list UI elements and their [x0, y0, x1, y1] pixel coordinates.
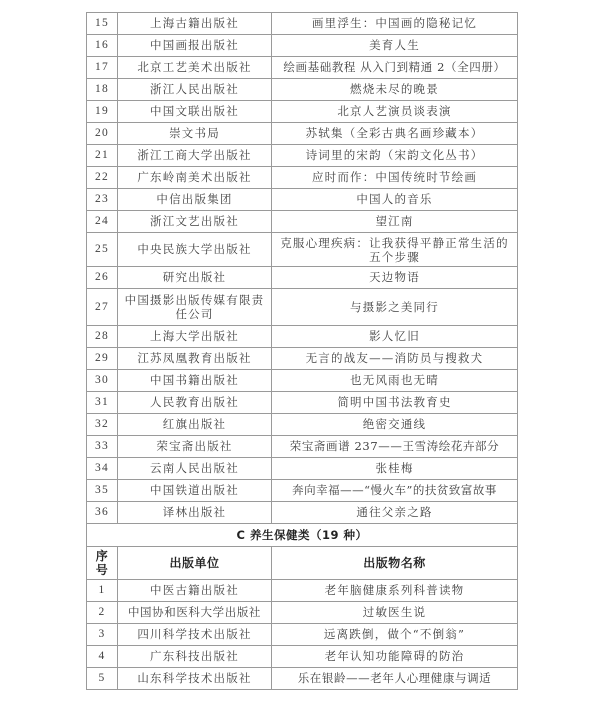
- publisher-cell: 广东科技出版社: [118, 646, 272, 668]
- row-number: 19: [87, 101, 118, 123]
- table-row: [87, 35, 518, 57]
- publisher-cell: 上海古籍出版社: [118, 13, 272, 35]
- row-number: 17: [87, 57, 118, 79]
- publisher-cell: 中央民族大学出版社: [118, 233, 272, 267]
- table-row: [87, 646, 518, 668]
- table-row: [87, 370, 518, 392]
- publisher-cell: 中国协和医科大学出版社: [118, 602, 272, 624]
- row-number: 4: [87, 646, 118, 668]
- row-number: 25: [87, 233, 118, 267]
- title-cell: 克服心理疾病：让我获得平静正常生活的五个步骤: [272, 233, 518, 267]
- title-cell: 望江南: [272, 211, 518, 233]
- title-cell: 张桂梅: [272, 458, 518, 480]
- title-cell: 无言的战友——消防员与搜救犬: [272, 348, 518, 370]
- table-row: [87, 502, 518, 524]
- title-cell: 老年脑健康系列科普读物: [272, 580, 518, 602]
- table-row: [87, 57, 518, 79]
- row-number: 3: [87, 624, 118, 646]
- row-number: 26: [87, 267, 118, 289]
- title-cell: 与摄影之美同行: [272, 289, 518, 326]
- row-number: 20: [87, 123, 118, 145]
- title-cell: 老年认知功能障碍的防治: [272, 646, 518, 668]
- publisher-cell: 崇文书局: [118, 123, 272, 145]
- row-number: 31: [87, 392, 118, 414]
- table-row: [87, 233, 518, 267]
- publisher-cell: 上海大学出版社: [118, 326, 272, 348]
- title-cell: 远离跌倒，做个“不倒翁”: [272, 624, 518, 646]
- title-cell: 简明中国书法教育史: [272, 392, 518, 414]
- publisher-cell: 浙江文艺出版社: [118, 211, 272, 233]
- table-row: [87, 414, 518, 436]
- table-row: [87, 211, 518, 233]
- row-number: 1: [87, 580, 118, 602]
- publisher-cell: 中医古籍出版社: [118, 580, 272, 602]
- row-number: 27: [87, 289, 118, 326]
- publisher-cell: 中国画报出版社: [118, 35, 272, 57]
- publisher-cell: 中国文联出版社: [118, 101, 272, 123]
- title-cell: 美育人生: [272, 35, 518, 57]
- publisher-cell: 浙江人民出版社: [118, 79, 272, 101]
- section-title: C 养生保健类（19 种）: [87, 524, 518, 547]
- publisher-cell: 江苏凤凰教育出版社: [118, 348, 272, 370]
- column-header-title: 出版物名称: [272, 547, 518, 580]
- title-cell: 过敏医生说: [272, 602, 518, 624]
- table-row: [87, 189, 518, 211]
- row-number: 16: [87, 35, 118, 57]
- table-row: [87, 580, 518, 602]
- title-cell: 画里浮生：中国画的隐秘记忆: [272, 13, 518, 35]
- title-cell: 也无风雨也无晴: [272, 370, 518, 392]
- row-number: 22: [87, 167, 118, 189]
- publisher-cell: 中国书籍出版社: [118, 370, 272, 392]
- title-cell: 荣宝斋画谱 237——王雪涛绘花卉部分: [272, 436, 518, 458]
- table-row: [87, 79, 518, 101]
- column-header-number: 序号: [87, 547, 118, 580]
- title-cell: 苏轼集（全彩古典名画珍藏本）: [272, 123, 518, 145]
- row-number: 32: [87, 414, 118, 436]
- table-row: [87, 480, 518, 502]
- section-heading-row: [87, 524, 518, 547]
- table-row: [87, 167, 518, 189]
- row-number: 36: [87, 502, 118, 524]
- publications-table: [86, 12, 518, 690]
- publisher-cell: 中国铁道出版社: [118, 480, 272, 502]
- row-number: 29: [87, 348, 118, 370]
- title-cell: 乐在银龄——老年人心理健康与调适: [272, 668, 518, 690]
- table-row: [87, 348, 518, 370]
- table-row: [87, 392, 518, 414]
- row-number: 5: [87, 668, 118, 690]
- table-row: [87, 289, 518, 326]
- publisher-cell: 红旗出版社: [118, 414, 272, 436]
- row-number: 15: [87, 13, 118, 35]
- column-header-publisher: 出版单位: [118, 547, 272, 580]
- publisher-cell: 广东岭南美术出版社: [118, 167, 272, 189]
- title-cell: 应时而作：中国传统时节绘画: [272, 167, 518, 189]
- table-body: [87, 13, 518, 690]
- table-row: [87, 267, 518, 289]
- table-row: [87, 123, 518, 145]
- title-cell: 影人忆旧: [272, 326, 518, 348]
- publisher-cell: 云南人民出版社: [118, 458, 272, 480]
- header-row: [87, 547, 518, 580]
- table-row: [87, 13, 518, 35]
- row-number: 2: [87, 602, 118, 624]
- table-row: [87, 668, 518, 690]
- title-cell: 燃烧未尽的晚景: [272, 79, 518, 101]
- title-cell: 诗词里的宋韵（宋韵文化丛书）: [272, 145, 518, 167]
- publisher-cell: 山东科学技术出版社: [118, 668, 272, 690]
- row-number: 24: [87, 211, 118, 233]
- title-cell: 北京人艺演员谈表演: [272, 101, 518, 123]
- table-row: [87, 326, 518, 348]
- table-row: [87, 602, 518, 624]
- row-number: 34: [87, 458, 118, 480]
- row-number: 30: [87, 370, 118, 392]
- title-cell: 绘画基础教程 从入门到精通 2（全四册）: [272, 57, 518, 79]
- title-cell: 中国人的音乐: [272, 189, 518, 211]
- table-row: [87, 458, 518, 480]
- title-cell: 绝密交通线: [272, 414, 518, 436]
- title-cell: 天边物语: [272, 267, 518, 289]
- title-cell: 通往父亲之路: [272, 502, 518, 524]
- publisher-cell: 译林出版社: [118, 502, 272, 524]
- table-row: [87, 436, 518, 458]
- publisher-cell: 中国摄影出版传媒有限责任公司: [118, 289, 272, 326]
- publisher-cell: 四川科学技术出版社: [118, 624, 272, 646]
- table-row: [87, 624, 518, 646]
- title-cell: 奔向幸福——“慢火车”的扶贫致富故事: [272, 480, 518, 502]
- publisher-cell: 北京工艺美术出版社: [118, 57, 272, 79]
- table-row: [87, 145, 518, 167]
- publisher-cell: 人民教育出版社: [118, 392, 272, 414]
- row-number: 35: [87, 480, 118, 502]
- row-number: 33: [87, 436, 118, 458]
- table-row: [87, 101, 518, 123]
- publisher-cell: 中信出版集团: [118, 189, 272, 211]
- row-number: 28: [87, 326, 118, 348]
- row-number: 23: [87, 189, 118, 211]
- row-number: 18: [87, 79, 118, 101]
- publisher-cell: 荣宝斋出版社: [118, 436, 272, 458]
- publisher-cell: 浙江工商大学出版社: [118, 145, 272, 167]
- row-number: 21: [87, 145, 118, 167]
- publisher-cell: 研究出版社: [118, 267, 272, 289]
